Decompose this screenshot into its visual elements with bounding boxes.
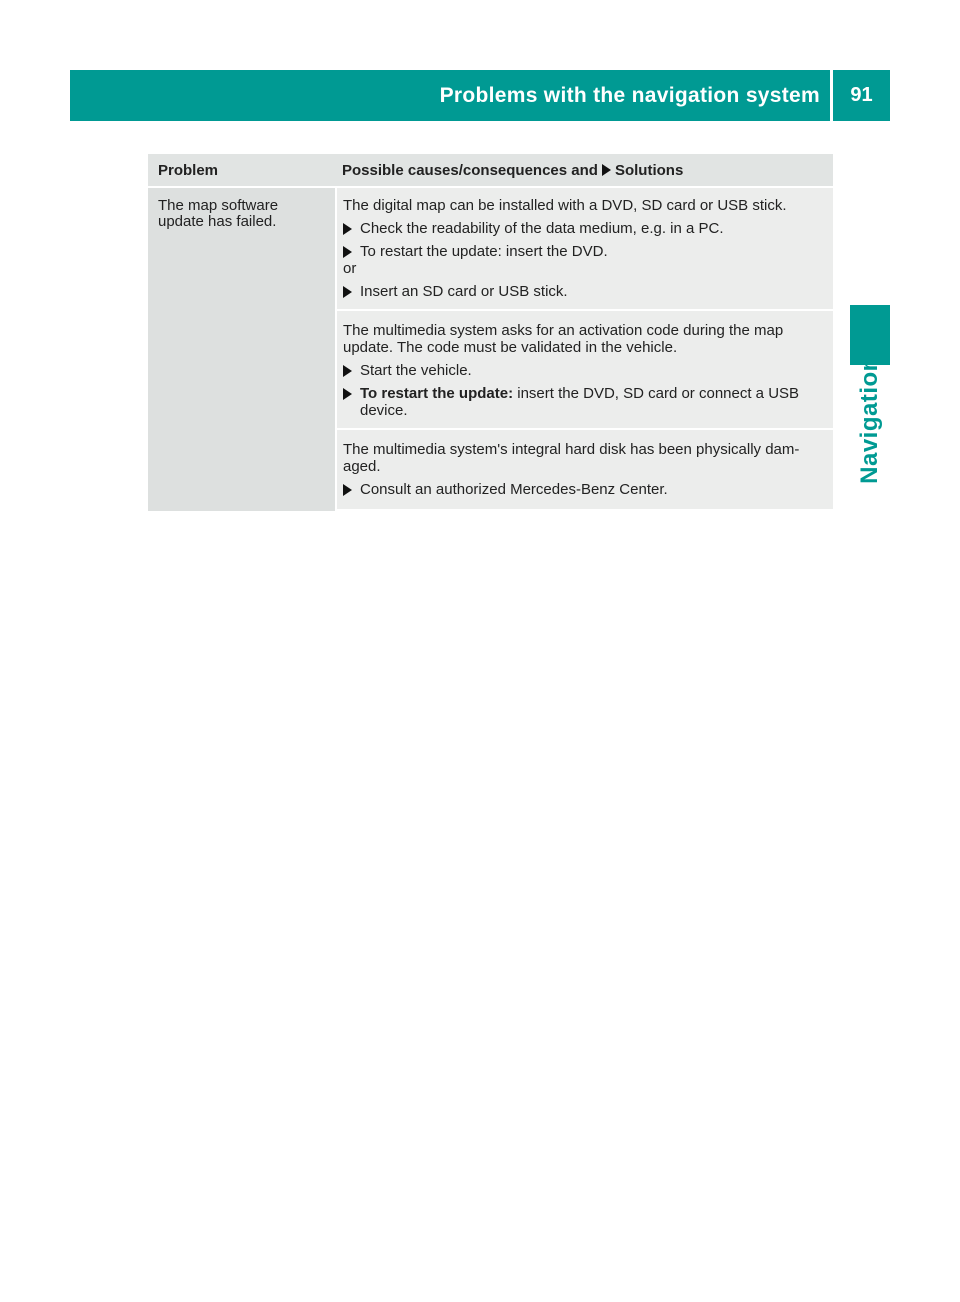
block2-intro: The multimedia system asks for an activation code during the map update. The code must be validated in the vehicle.: [343, 322, 784, 356]
header-bar: [70, 70, 830, 121]
step-item: [343, 385, 827, 419]
header-solutions: [335, 162, 833, 179]
step-text: To restart the update: insert the DVD.: [360, 243, 608, 260]
step-item: [343, 283, 827, 300]
action-arrow-icon: [343, 246, 352, 258]
block1-intro: The digital map can be installed with a DVD, SD card or USB stick.: [343, 197, 787, 214]
step-item: [343, 220, 827, 237]
section-label: Navigation: [856, 356, 883, 484]
action-arrow-icon: [343, 484, 352, 496]
step-text-rest: insert the DVD, SD card or connect a USB device.: [360, 385, 800, 419]
page-number: 91: [850, 84, 873, 106]
or-separator: or: [343, 260, 357, 277]
step-item: [343, 481, 827, 498]
header-solutions-suffix: Solutions: [614, 161, 684, 179]
step-text: Insert an SD card or USB stick.: [360, 283, 568, 300]
action-arrow-icon: [343, 388, 352, 400]
action-arrow-icon: [343, 286, 352, 298]
action-arrow-icon: [343, 365, 352, 377]
table-body: [148, 188, 833, 511]
table-header: [148, 154, 833, 186]
block3-intro: The multimedia system's integral hard disk has been physically dam-aged.: [343, 441, 800, 475]
page-number-box: [833, 70, 890, 121]
step-item: [343, 362, 827, 379]
page-title: Problems with the navigation system: [439, 83, 820, 107]
solution-block-3: [337, 430, 833, 509]
header-problem: Problem: [158, 161, 219, 179]
solution-block-2: [337, 311, 833, 428]
step-text: Consult an authorized Mercedes-Benz Center.: [360, 481, 668, 498]
solution-block-1: [337, 188, 833, 309]
problem-cell: [148, 188, 335, 511]
step-text: Start the vehicle.: [360, 362, 472, 379]
action-arrow-icon: [602, 164, 611, 176]
step-item: [343, 243, 827, 260]
step-text: Check the readability of the data medium, e.g. in a PC.: [360, 220, 724, 237]
solutions-column: [337, 188, 833, 511]
troubleshooting-table: [148, 154, 833, 511]
header-solutions-prefix: Possible causes/consequences and: [342, 161, 598, 179]
action-arrow-icon: [343, 223, 352, 235]
problem-text: The map software update has failed.: [158, 197, 279, 230]
step-bold-label: To restart the update:: [360, 385, 514, 402]
step-text: [360, 385, 827, 419]
